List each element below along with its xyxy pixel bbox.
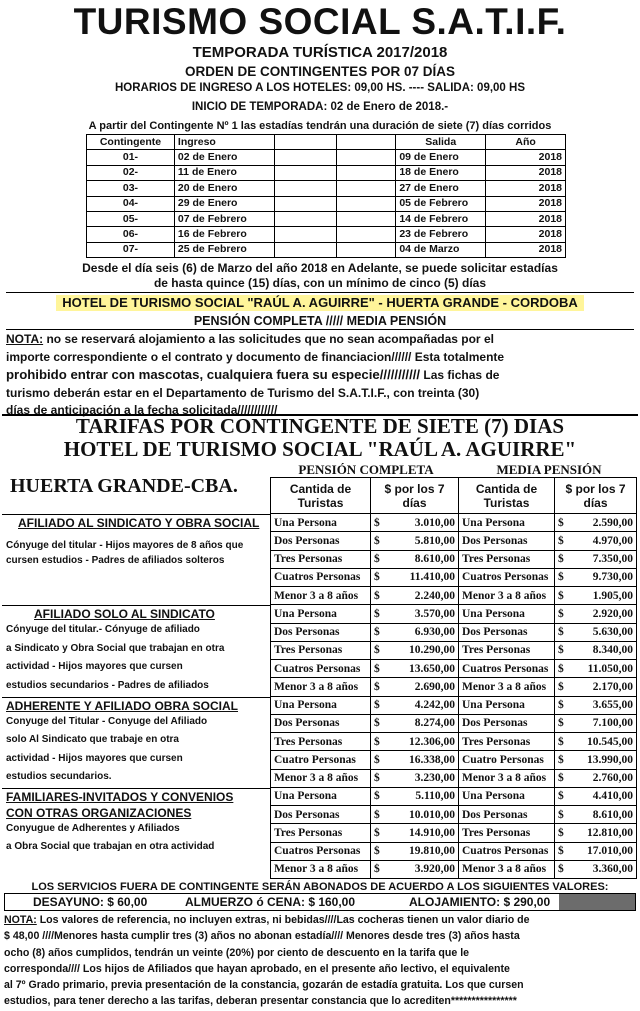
tariff-row — [271, 605, 637, 623]
tariff-qty-full: Cuatros Personas — [271, 568, 371, 586]
currency-symbol: $ — [555, 787, 569, 805]
tariff-price-full: 19.810,00 — [385, 842, 459, 860]
currency-symbol: $ — [371, 860, 385, 878]
contingent-row — [87, 181, 566, 196]
lunch-dinner-price: ALMUERZO ó CENA: $ 160,00 — [185, 895, 356, 909]
tariff-price-half: 7.100,00 — [569, 714, 637, 732]
section-divider — [2, 514, 270, 515]
tariff-qty-full: Dos Personas — [271, 714, 371, 732]
tariff-qty-full: Una Persona — [271, 605, 371, 623]
tariff-price-full: 8.610,00 — [385, 550, 459, 568]
category-description: actividad - Hijos mayores que cursen — [6, 752, 183, 764]
contingent-salida: 14 de Febrero — [396, 211, 486, 226]
contingent-table — [86, 134, 566, 258]
tariff-price-full: 13.650,00 — [385, 660, 459, 678]
col-contingente: Contingente — [87, 135, 175, 150]
extra-services-text: LOS SERVICIOS FUERA DE CONTINGENTE SERÁN ABONADOS DE ACUERDO A LOS SIGUIENTES VALORES: — [31, 881, 609, 893]
contingent-salida: 05 de Febrero — [396, 196, 486, 211]
contingent-salida: 04 de Marzo — [396, 242, 486, 257]
tariff-qty-full: Cuatros Personas — [271, 660, 371, 678]
tariff-hotel-title: HOTEL DE TURISMO SOCIAL "RAÚL A. AGUIRRE" — [63, 437, 577, 461]
tariff-qty-half: Tres Personas — [459, 641, 555, 659]
col-price-full: $ por los 7 días — [371, 478, 459, 514]
tariff-price-full: 2.240,00 — [385, 587, 459, 605]
hotel-name: HOTEL DE TURISMO SOCIAL "RAÚL A. AGUIRRE" - HUERTA GRANDE - CORDOBA — [56, 295, 583, 311]
tariff-row — [271, 733, 637, 751]
tariff-row — [271, 678, 637, 696]
currency-symbol: $ — [555, 568, 569, 586]
tariff-qty-half: Cuatros Personas — [459, 842, 555, 860]
tariff-row — [271, 824, 637, 842]
tariff-qty-full: Tres Personas — [271, 733, 371, 751]
contingent-year: 2018 — [486, 165, 566, 180]
group-full-board: PENSIÓN COMPLETA — [298, 462, 434, 477]
currency-symbol: $ — [555, 678, 569, 696]
currency-symbol: $ — [555, 860, 569, 878]
tariff-qty-half: Una Persona — [459, 787, 555, 805]
currency-symbol: $ — [371, 714, 385, 732]
season-heading: TEMPORADA TURÍSTICA 2017/2018 — [192, 44, 448, 61]
currency-symbol: $ — [371, 769, 385, 787]
col-price-half: $ por los 7 días — [555, 478, 637, 514]
tariff-price-half: 7.350,00 — [569, 550, 637, 568]
tariff-category — [4, 790, 270, 857]
tariff-qty-full: Tres Personas — [271, 641, 371, 659]
tariff-price-full: 3.920,00 — [385, 860, 459, 878]
contingent-ingreso: 07 de Febrero — [174, 211, 274, 226]
tariff-row — [271, 660, 637, 678]
tariff-price-full: 3.010,00 — [385, 514, 459, 532]
order-heading: ORDEN DE CONTINGENTES POR 07 DÍAS — [184, 64, 456, 79]
currency-symbol: $ — [555, 751, 569, 769]
category-description: a Obra Social que trabajan en otra actividad — [6, 841, 215, 853]
tariff-qty-full: Menor 3 a 8 años — [271, 860, 371, 878]
col-ingreso: Ingreso — [174, 135, 274, 150]
tariff-price-full: 8.274,00 — [385, 714, 459, 732]
tariff-qty-full: Dos Personas — [271, 806, 371, 824]
tariff-price-full: 6.930,00 — [385, 623, 459, 641]
currency-symbol: $ — [555, 806, 569, 824]
tariff-price-full: 5.810,00 — [385, 532, 459, 550]
tariff-price-full: 3.230,00 — [385, 769, 459, 787]
category-heading: AFILIADO SOLO AL SINDICATO — [34, 607, 215, 622]
currency-symbol: $ — [371, 842, 385, 860]
currency-symbol: $ — [371, 824, 385, 842]
tariff-row — [271, 623, 637, 641]
tariff-price-half: 11.050,00 — [569, 660, 637, 678]
category-description: Conyuge del Titular - Conyuge del Afiliado — [6, 715, 208, 727]
tariff-qty-half: Una Persona — [459, 696, 555, 714]
contingent-ingreso: 25 de Febrero — [174, 242, 274, 257]
currency-symbol: $ — [371, 678, 385, 696]
currency-symbol: $ — [371, 587, 385, 605]
tariff-price-half: 2.760,00 — [569, 769, 637, 787]
currency-symbol: $ — [371, 532, 385, 550]
tariff-qty-half: Menor 3 a 8 años — [459, 769, 555, 787]
tariff-qty-half: Menor 3 a 8 años — [459, 587, 555, 605]
currency-symbol: $ — [555, 824, 569, 842]
tariff-category — [4, 607, 270, 695]
tariff-price-half: 2.920,00 — [569, 605, 637, 623]
currency-symbol: $ — [371, 623, 385, 641]
tariff-row — [271, 860, 637, 878]
tariff-row — [271, 568, 637, 586]
category-heading: CON OTRAS ORGANIZACIONES — [6, 805, 192, 820]
contingent-number: 03- — [87, 181, 175, 196]
tariff-price-half: 1.905,00 — [569, 587, 637, 605]
contingent-number: 05- — [87, 211, 175, 226]
tariff-row — [271, 751, 637, 769]
tariff-title: TARIFAS POR CONTINGENTE DE SIETE (7) DIAS — [75, 414, 565, 438]
tariff-qty-half: Cuatros Personas — [459, 568, 555, 586]
tariff-price-full: 16.338,00 — [385, 751, 459, 769]
hours-heading: HORARIOS DE INGRESO A LOS HOTELES: 09,00 HS. ---- SALIDA: 09,00 HS — [114, 82, 526, 94]
contingent-salida: 23 de Febrero — [396, 227, 486, 242]
tariff-qty-half: Tres Personas — [459, 550, 555, 568]
tariff-qty-full: Cuatro Personas — [271, 751, 371, 769]
col-anio: Año — [486, 135, 566, 150]
tariff-price-full: 3.570,00 — [385, 605, 459, 623]
contingent-header-row — [87, 135, 566, 150]
season-start: INICIO DE TEMPORADA: 02 de Enero de 2018.- — [191, 101, 449, 113]
tariff-location: HUERTA GRANDE-CBA. — [10, 475, 238, 497]
contingent-salida: 18 de Enero — [396, 165, 486, 180]
lodging-price: ALOJAMIENTO: $ 290,00 — [409, 895, 551, 909]
contingent-year: 2018 — [486, 181, 566, 196]
currency-symbol: $ — [555, 587, 569, 605]
tariff-price-half: 9.730,00 — [569, 568, 637, 586]
tariff-row — [271, 532, 637, 550]
tariff-row — [271, 806, 637, 824]
group-half-board: MEDIA PENSIÓN — [496, 462, 602, 477]
tariff-qty-full: Tres Personas — [271, 824, 371, 842]
contingent-year: 2018 — [486, 211, 566, 226]
tariff-row — [271, 787, 637, 805]
currency-symbol: $ — [555, 769, 569, 787]
contingent-ingreso: 16 de Febrero — [174, 227, 274, 242]
tariff-qty-full: Menor 3 a 8 años — [271, 678, 371, 696]
contingent-number: 06- — [87, 227, 175, 242]
currency-symbol: $ — [371, 696, 385, 714]
tariff-price-full: 2.690,00 — [385, 678, 459, 696]
category-description: cursen estudios - Padres de afiliados solteros — [6, 555, 225, 566]
contingent-salida: 27 de Enero — [396, 181, 486, 196]
currency-symbol: $ — [555, 641, 569, 659]
tariff-price-half: 4.410,00 — [569, 787, 637, 805]
tariff-category — [4, 516, 270, 568]
final-note: NOTA: Los valores de referencia, no incluyen extras, ni bebidas////Las cocheras tienen un valor diario de $ 48,00 ////Menores hasta cumplir tres (3) años no abonan estadía//// Menores desde tres (3) años hasta ocho (8) años cumplidos, tendrán un veinte (20%) por ciento de descuento en la tarifa que le corresponda//// Los hijos de Afiliados que hayan aprobado, en el presente año lectivo, el equivalente al 7º Grado primario, previa presentación de la constancia, gozarán de estadía gratuita. Los que cursen estudios, para tener derecho a las tarifas, deberan presentar constancia que lo acrediten**************** — [4, 914, 530, 1008]
contingent-ingreso: 11 de Enero — [174, 165, 274, 180]
tariff-qty-full: Una Persona — [271, 514, 371, 532]
currency-symbol: $ — [555, 696, 569, 714]
tariff-price-full: 5.110,00 — [385, 787, 459, 805]
currency-symbol: $ — [555, 514, 569, 532]
tariff-qty-half: Tres Personas — [459, 733, 555, 751]
col-qty-full: Cantida de Turistas — [271, 478, 371, 514]
tariff-qty-full: Menor 3 a 8 años — [271, 587, 371, 605]
tariff-price-full: 11.410,00 — [385, 568, 459, 586]
currency-symbol: $ — [371, 787, 385, 805]
contingent-year: 2018 — [486, 227, 566, 242]
tariff-price-half: 3.360,00 — [569, 860, 637, 878]
currency-symbol: $ — [371, 641, 385, 659]
contingent-ingreso: 20 de Enero — [174, 181, 274, 196]
col-qty-half: Cantida de Turistas — [459, 478, 555, 514]
tariff-price-half: 5.630,00 — [569, 623, 637, 641]
category-description: actividad - Hijos mayores que cursen — [6, 661, 183, 673]
category-description: Cónyuge del titular.- Cónyuge de afiliado — [6, 624, 200, 636]
section-divider — [2, 605, 270, 606]
tariff-qty-half: Cuatros Personas — [459, 660, 555, 678]
document-title: TURISMO SOCIAL S.A.T.I.F. — [73, 1, 567, 42]
currency-symbol: $ — [555, 733, 569, 751]
contingent-row — [87, 227, 566, 242]
tariff-qty-full: Una Persona — [271, 696, 371, 714]
tariff-price-half: 8.610,00 — [569, 806, 637, 824]
tariff-row — [271, 842, 637, 860]
category-heading: FAMILIARES-INVITADOS Y CONVENIOS — [6, 789, 234, 804]
tariff-qty-full: Dos Personas — [271, 532, 371, 550]
currency-symbol: $ — [555, 842, 569, 860]
contingent-number: 02- — [87, 165, 175, 180]
tariff-qty-half: Dos Personas — [459, 714, 555, 732]
contingent-year: 2018 — [486, 196, 566, 211]
section-divider — [2, 697, 270, 698]
currency-symbol: $ — [555, 550, 569, 568]
tariff-qty-full: Menor 3 a 8 años — [271, 769, 371, 787]
contingent-row — [87, 196, 566, 211]
currency-symbol: $ — [371, 733, 385, 751]
currency-symbol: $ — [371, 806, 385, 824]
tariff-row — [271, 641, 637, 659]
category-description: Conyugue de Adherentes y Afiliados — [6, 822, 180, 834]
currency-symbol: $ — [371, 660, 385, 678]
currency-symbol: $ — [555, 605, 569, 623]
tariff-price-half: 8.340,00 — [569, 641, 637, 659]
tariff-price-full: 10.010,00 — [385, 806, 459, 824]
currency-symbol: $ — [371, 514, 385, 532]
tariff-price-full: 14.910,00 — [385, 824, 459, 842]
tariff-price-half: 13.990,00 — [569, 751, 637, 769]
tariff-price-half: 17.010,00 — [569, 842, 637, 860]
tariff-qty-half: Una Persona — [459, 514, 555, 532]
tariff-qty-half: Menor 3 a 8 años — [459, 860, 555, 878]
category-heading: AFILIADO AL SINDICATO Y OBRA SOCIAL — [18, 516, 260, 530]
tariff-price-half: 2.590,00 — [569, 514, 637, 532]
contingent-row — [87, 211, 566, 226]
tariff-row — [271, 550, 637, 568]
tariff-qty-half: Dos Personas — [459, 532, 555, 550]
currency-symbol: $ — [555, 532, 569, 550]
currency-symbol: $ — [555, 623, 569, 641]
contingent-row — [87, 242, 566, 257]
contingent-number: 04- — [87, 196, 175, 211]
contingent-row — [87, 150, 566, 165]
tariff-price-full: 10.290,00 — [385, 641, 459, 659]
contingent-ingreso: 29 de Enero — [174, 196, 274, 211]
tariff-qty-half: Tres Personas — [459, 824, 555, 842]
contingent-row — [87, 165, 566, 180]
tariff-qty-half: Dos Personas — [459, 623, 555, 641]
tariff-qty-half: Una Persona — [459, 605, 555, 623]
category-description: estudios secundarios - Padres de afiliados — [6, 679, 209, 691]
col-salida: Salida — [396, 135, 486, 150]
tariff-price-half: 3.655,00 — [569, 696, 637, 714]
long-stay-note: Desde el día seis (6) de Marzo del año 2018 en Adelante, se puede solicitar estadías de hasta quince (15) días, con un mínimo de cinco (5) días — [82, 261, 558, 290]
breakfast-price: DESAYUNO: $ 60,00 — [33, 895, 148, 909]
tariff-row — [271, 714, 637, 732]
currency-symbol: $ — [371, 605, 385, 623]
contingent-number: 07- — [87, 242, 175, 257]
tariff-qty-half: Menor 3 a 8 años — [459, 678, 555, 696]
tariff-category — [4, 699, 270, 787]
currency-symbol: $ — [555, 714, 569, 732]
tariff-qty-full: Dos Personas — [271, 623, 371, 641]
shaded-box — [559, 894, 635, 910]
category-description: solo Al Sindicato que trabaje en otra — [6, 734, 179, 745]
pension-types: PENSIÓN COMPLETA ///// MEDIA PENSIÓN — [193, 314, 447, 328]
tariff-price-half: 4.970,00 — [569, 532, 637, 550]
contingent-number: 01- — [87, 150, 175, 165]
currency-symbol: $ — [371, 550, 385, 568]
tariff-price-half: 2.170,00 — [569, 678, 637, 696]
extra-services-prices — [4, 893, 636, 911]
tariff-row — [271, 514, 637, 532]
tariff-qty-half: Dos Personas — [459, 806, 555, 824]
tariff-price-half: 12.810,00 — [569, 824, 637, 842]
reservation-note: NOTA: no se reservará alojamiento a las solicitudes que no sean acompañadas por el importe correspondiente o el contrato y documento de financiacion////// Esta totalmente prohibido entrar con mascotas, cualquiera fuera su especie/////////// Las fichas de turismo deberán estar en el Departamento de Turismo del S.A.T.I.F., con treinta (30) días de anticipación a la fecha solicitada//////////// — [6, 332, 505, 417]
contingent-year: 2018 — [486, 150, 566, 165]
tariff-row — [271, 587, 637, 605]
category-heading: ADHERENTE Y AFILIADO OBRA SOCIAL — [6, 698, 239, 713]
section-divider — [2, 788, 270, 789]
tariff-table — [270, 477, 637, 879]
contingent-ingreso: 02 de Enero — [174, 150, 274, 165]
contingent-salida: 09 de Enero — [396, 150, 486, 165]
tariff-price-half: 10.545,00 — [569, 733, 637, 751]
tariff-qty-full: Una Persona — [271, 787, 371, 805]
tariff-qty-full: Tres Personas — [271, 550, 371, 568]
tariff-qty-full: Cuatros Personas — [271, 842, 371, 860]
contingent-year: 2018 — [486, 242, 566, 257]
tariff-price-full: 4.242,00 — [385, 696, 459, 714]
category-description: estudios secundarios. — [6, 771, 112, 782]
tariff-price-full: 12.306,00 — [385, 733, 459, 751]
tariff-header-row — [271, 478, 637, 514]
currency-symbol: $ — [555, 660, 569, 678]
intro-text: A partir del Contingente Nº 1 las estadías tendrán una duración de siete (7) días corridos — [88, 120, 552, 132]
tariff-row — [271, 769, 637, 787]
hotel-banner — [6, 292, 634, 330]
category-description: Cónyuge del titular - Hijos mayores de 8 años que — [6, 540, 244, 551]
category-description: a Sindicato y Obra Social que trabajan en otra — [6, 642, 225, 654]
tariff-row — [271, 696, 637, 714]
currency-symbol: $ — [371, 751, 385, 769]
tariff-qty-half: Cuatro Personas — [459, 751, 555, 769]
currency-symbol: $ — [371, 568, 385, 586]
